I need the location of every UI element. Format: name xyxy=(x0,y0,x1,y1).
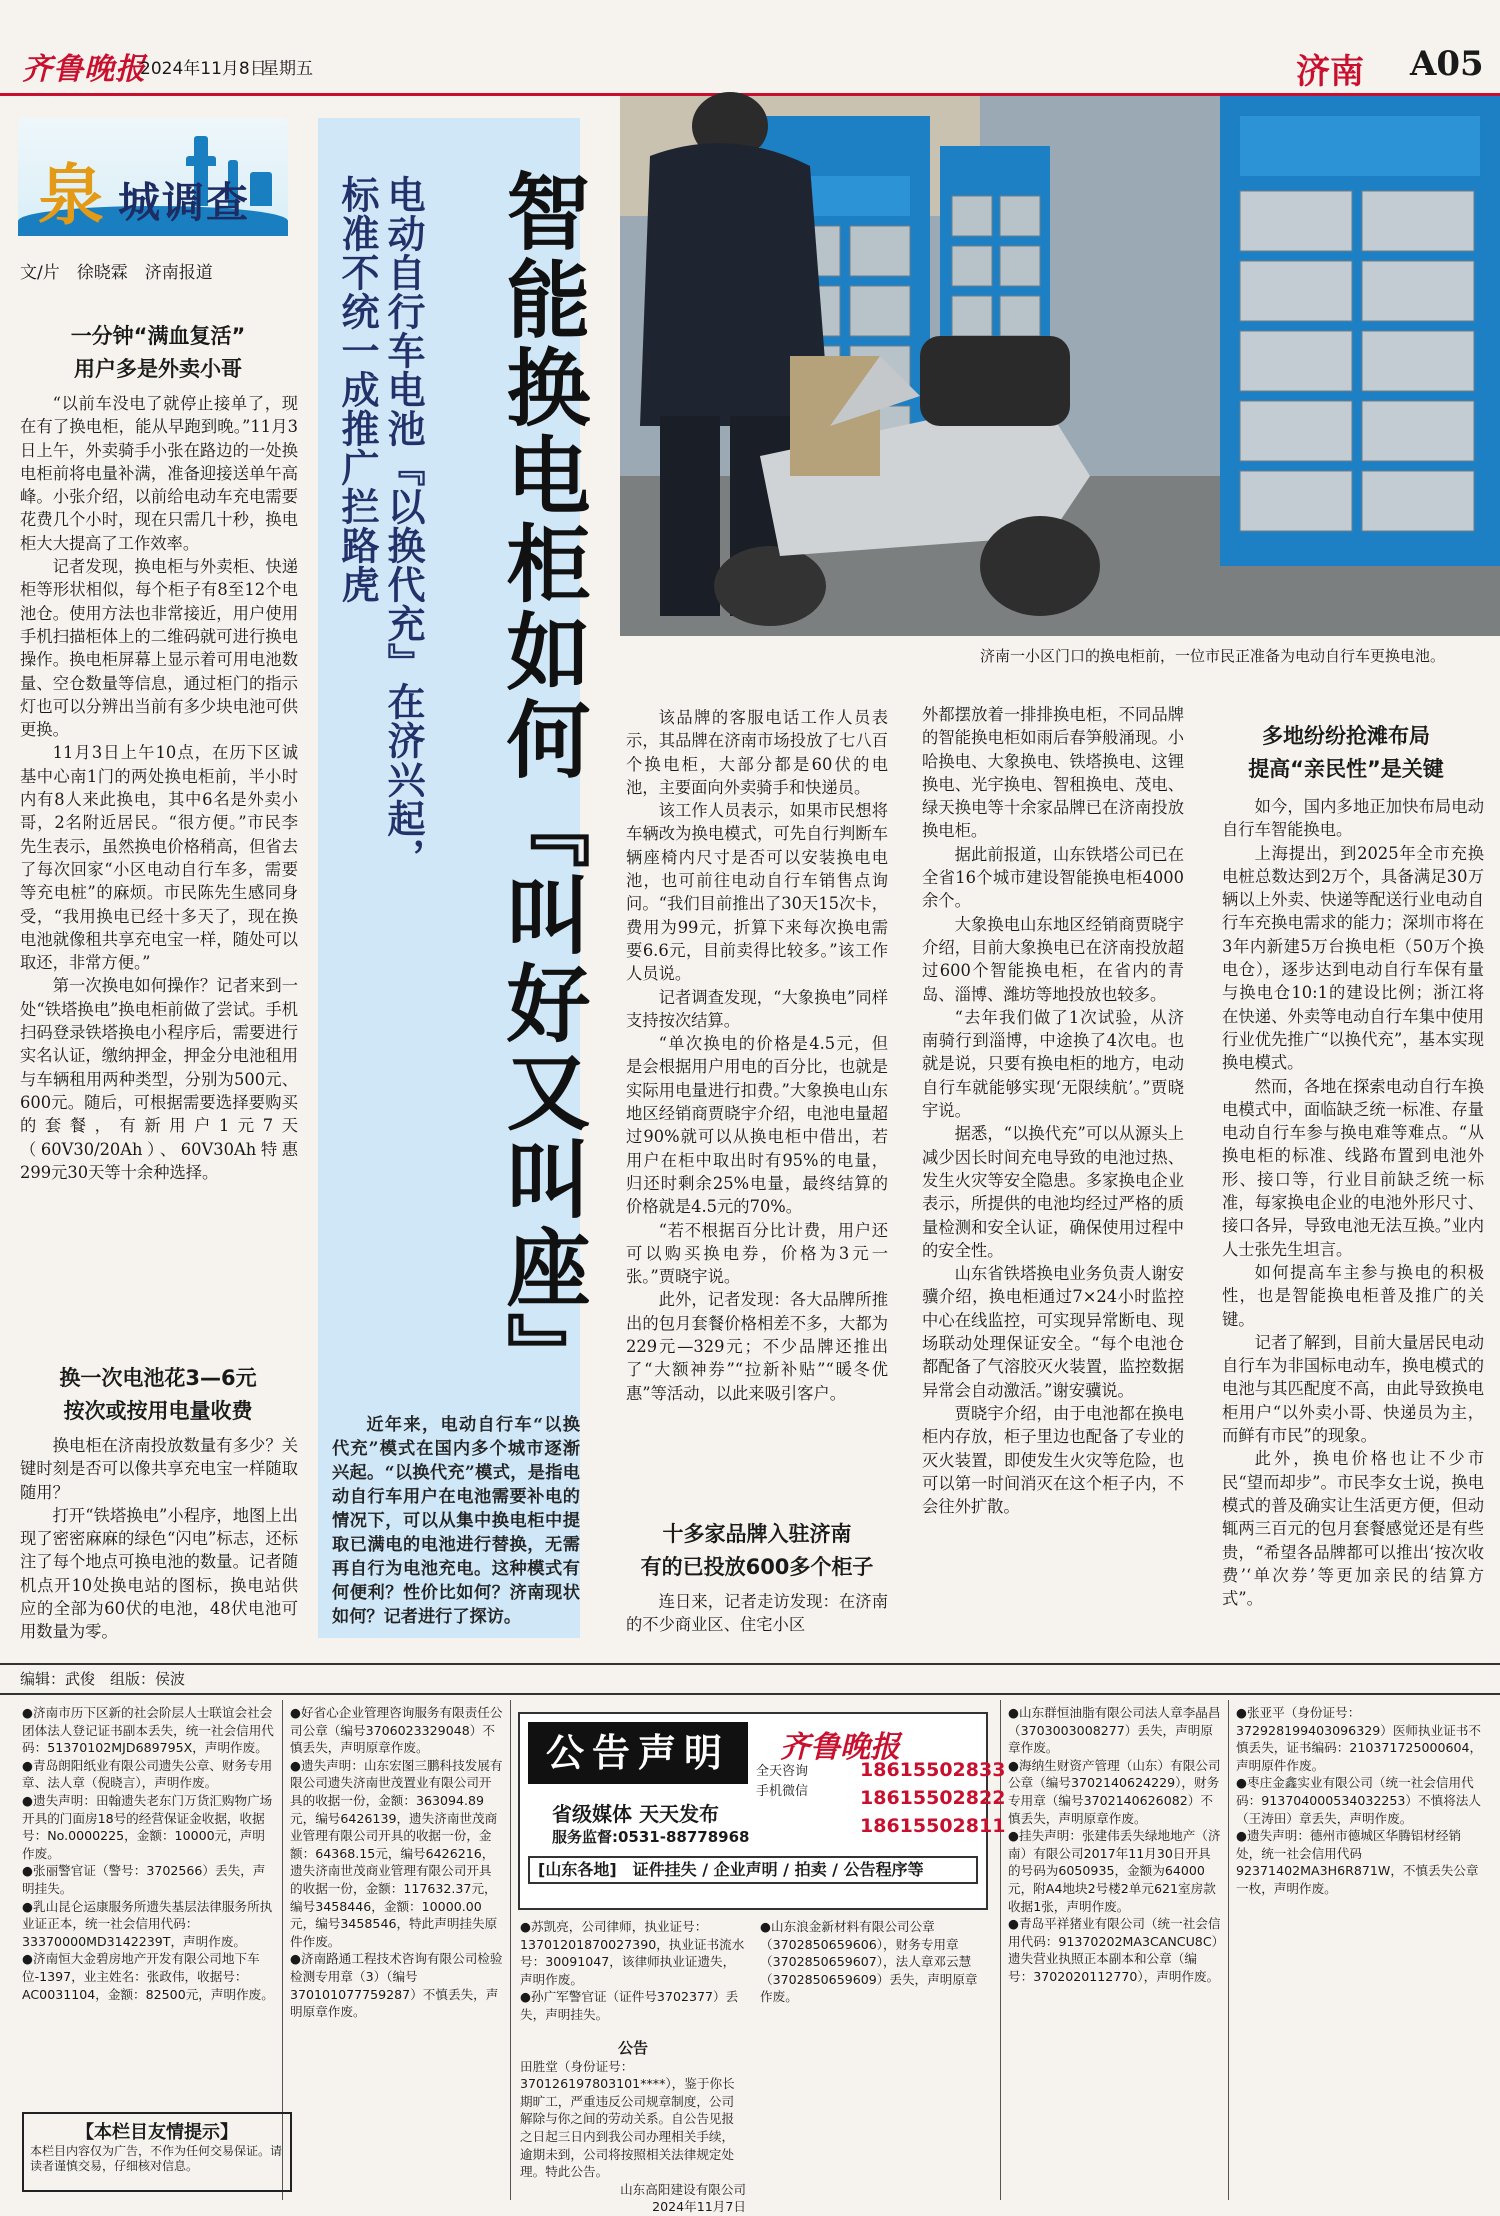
classified-ad: ●好省心企业管理咨询服务有限责任公司公章（编号3706023329048）不慎丢失，声明原章作废。 xyxy=(290,1705,503,1756)
classified-ad: ●山东群恒油脂有限公司法人章李晶昌（3703003008277）丢失，声明原章作废。 xyxy=(1008,1705,1221,1756)
classified-ad: ●青岛平祥猪业有限公司（统一社会信用代码：91370202MA3CANCU8C）遗失营业执照正本副本和公章（编号：3702020112770），声明作废。 xyxy=(1008,1916,1221,1984)
intro-paragraph: 近年来，电动自行车“以换代充”模式在国内多个城市逐渐兴起。“以换代充”模式，是指电动自行车用户在电池需要补电的情况下，可以从集中换电柜中提取已满电的电池进行替换，无需再自行为电池充电。这种模式有何便利？性价比如何？济南现状如何？记者进行了探访。 xyxy=(332,1415,580,1627)
paragraph: 大象换电山东地区经销商贾晓宇介绍，目前大象换电已在济南投放超过600个智能换电柜，在省内的青岛、淄博、潍坊等地投放也较多。 xyxy=(922,914,1184,1004)
subhead-line: 一分钟“满血复活” xyxy=(70,324,246,348)
classified-ad: ●张亚平（身份证号：372928199403096329）医师执业证书不慎丢失，证书编码：210371725000604，声明原件作废。 xyxy=(1236,1705,1483,1773)
phone-label: 手机微信 xyxy=(756,1784,809,1799)
subhead-line: 用户多是外卖小哥 xyxy=(74,357,242,381)
classified-ad: ●青岛朗阳纸业有限公司遗失公章、财务专用章、法人章（倪晓言），声明作废。 xyxy=(22,1757,273,1791)
paragraph: 打开“铁塔换电”小程序，地图上出现了密密麻麻的绿色“闪电”标志，还标注了每个地点可换电池的数量。记者随机点开10处换电站的图标，换电站供应的全部为60伏的电池，48伏电池可用数量为零。 xyxy=(20,1505,298,1642)
notice-title: 公告 xyxy=(617,2039,648,2057)
article-column-2b xyxy=(626,1590,888,1656)
subhead-4 xyxy=(1206,720,1486,786)
classified-ads-col-2 xyxy=(290,1704,504,2194)
page-number: A05 xyxy=(1410,44,1484,84)
notice-text: 田胜堂（身份证号：370126197803101****），鉴于你长期旷工，严重违反公司规章制度，公司解除与你之间的劳动关系。自公告见报之日起三日内到我公司办理相关手续，逾期未到，公司将按照相关法律规定处理。特此公告。 xyxy=(520,2058,735,2180)
classified-ads-col-4 xyxy=(1008,1704,1222,2194)
paragraph: 如今，国内多地正加快布局电动自行车智能换电。 xyxy=(1222,797,1484,840)
subhead-3 xyxy=(620,1518,894,1584)
editor-credits: 编辑：武俊 组版：侯波 xyxy=(20,1670,186,1688)
subhead-line: 有的已投放600多个柜子 xyxy=(640,1555,874,1579)
deck-headline: 电动自行车电池『以换代充』在济兴起，标准不统一成推广拦路虎 xyxy=(335,175,426,877)
newspaper-logo: 齐鲁晚报 xyxy=(22,52,146,87)
paragraph: 如何提高车主参与换电的积极性，也是智能换电柜普及推广的关键。 xyxy=(1222,1262,1484,1329)
classified-ad: ●山东浪金新材料有限公司公章（3702850659606），财务专用章（3702850659607），法人章邓云慧（3702850659609）丢失，声明原章作废。 xyxy=(760,1919,978,2005)
phone-number: 18615502822 xyxy=(860,1787,1006,1809)
classified-ad: ●济南市历下区新的社会阶层人士联谊会社会团体法人登记证书副本丢失，统一社会信用代码：51370102MJD689795X，声明作废。 xyxy=(22,1705,274,1756)
classified-ads-col-3 xyxy=(760,1918,990,2038)
paragraph: 该工作人员表示，如果市民想将车辆改为换电模式，可先自行判断车辆座椅内尺寸是否可以安装换电电池，也可前往电动自行车销售点询问。“我们目前推出了30天15次卡，费用为99元，折算下来每次换电需要6.6元，目前卖得比较多。”该工作人员说。 xyxy=(626,801,888,984)
paragraph: 据悉，“以换代充”可以从源头上减少因长时间充电导致的电池过热、发生火灾等安全隐患。多家换电企业表示，所提供的电池均经过严格的质量检测和安全认证，确保使用过程中的安全性。 xyxy=(922,1124,1184,1260)
paragraph: 记者发现，换电柜与外卖柜、快递柜等形状相似，每个柜子有8至12个电池仓。使用方法也非常接近，用户使用手机扫描柜体上的二维码就可进行换电操作。换电柜屏幕上显示着可用电池数量、空仓数量等信息，通过柜门的指示灯也可以分辨出当前有多少块电池可供更换。 xyxy=(20,557,298,740)
classified-ad: ●枣庄金鑫实业有限公司（统一社会信用代码：913704000534032253）不慎将法人（王涛田）章丢失，声明作废。 xyxy=(1236,1775,1481,1826)
article-column-2 xyxy=(626,706,888,1526)
issue-weekday: 星期五 xyxy=(262,59,313,79)
paragraph: 山东省铁塔换电业务负责人谢安骥介绍，换电柜通过7×24小时监控中心在线监控，可实现异常断电、现场联动处理保证安全。“每个电池仓都配备了气溶胶灭火装置，监控数据异常会自动激活。”谢安骥说。 xyxy=(922,1264,1184,1400)
divider xyxy=(0,1693,1500,1695)
article-column-3 xyxy=(922,703,1184,1658)
column-badge xyxy=(18,118,288,236)
phone-label: 全天咨询 xyxy=(756,1764,809,1779)
classified-ad: ●乳山昆仑运康服务所遗失基层法律服务所执业证正本，统一社会信用代码：33370000MD3142239T，声明作废。 xyxy=(22,1898,273,1949)
badge-char: 泉 xyxy=(38,156,104,234)
main-headline: 智能换电柜如何『叫好又叫座』 xyxy=(493,168,592,1400)
paragraph: 此外，换电价格也让不少市民“望而却步”。市民李女士说，换电模式的普及确实让生活更方便，但动辄两三百元的包月套餐感觉还是有些贵，“希望各品牌都可以推出‘按次收费’‘单次券’等更加亲民的结算方式”。 xyxy=(1222,1449,1484,1609)
paragraph: 上海提出，到2025年全市充换电桩总数达到2万个，具备满足30万辆以上外卖、快递等配送行业电动自行车充换电需求的能力；深圳市将在3年内新建5万台换电柜（50万个换电仓），逐步达到电动自行车保有量与换电仓10:1的建设比例；浙江将在快递、外卖等电动自行车集中使用行业优先推广“以换代充”，基本实现换电模式。 xyxy=(1222,843,1484,1073)
paragraph: “单次换电的价格是4.5元，但是会根据用户用电的百分比，也就是实际用电量进行扣费。”大象换电山东地区经销商贾晓宇介绍，电池电量超过90%就可以从换电柜中借出，若用户在柜中取出时有95%的电量，归还时剩余25%电量，最终结算的价格就是4.5元的70%。 xyxy=(626,1034,888,1217)
classified-ad: ●济南恒大金碧房地产开发有限公司地下车位-1397，业主姓名：张政伟，收据号：AC0031104，金额：82500元，声明作废。 xyxy=(22,1951,274,2002)
classified-ad: ●海纳生财资产管理（山东）有限公司公章（编号3702140624229），财务专用章（编号3702140626082）不慎丢失，声明原章作废。 xyxy=(1008,1757,1221,1826)
notice-org: 山东高阳建设有限公司 xyxy=(620,2181,746,2197)
badge-title: 城调查 xyxy=(118,178,251,227)
divider xyxy=(0,1663,1500,1665)
notice-ad-hotline: 服务监督:0531-88778968 xyxy=(552,1828,750,1846)
news-photo xyxy=(620,96,1500,636)
tip-title: 【本栏目友情提示】 xyxy=(76,2122,238,2143)
classified-ads-col-1 xyxy=(22,1704,276,2104)
paragraph: 第一次换电如何操作？记者来到一处“铁塔换电”换电柜前做了尝试。手机扫码登录铁塔换电小程序后，需要进行实名认证，缴纳押金，押金分电池租用与车辆租用两种类型，分别为500元、600元。随后，可根据需要选择要购买的套餐，有新用户1元7天（60V30/20Ah）、60V30Ah特惠299元30天等十余种选择。 xyxy=(20,976,298,1182)
byline: 文/片 徐晓霖 济南报道 xyxy=(20,263,213,283)
notice-ad-services: [山东各地] 证件挂失 / 企业声明 / 拍卖 / 公告程序等 xyxy=(528,1856,978,1884)
paragraph: 此外，记者发现：各大品牌所推出的包月套餐价格相差不多，大都为229元—329元；不少品牌还推出了“大额神券”“拉新补贴”“暖冬优惠”等活动，以此来吸引客户。 xyxy=(626,1290,888,1403)
masthead xyxy=(0,0,1500,100)
subhead-line: 提高“亲民性”是关键 xyxy=(1248,757,1444,781)
building-icon xyxy=(250,172,272,206)
subhead-1 xyxy=(18,320,298,386)
subhead-line: 十多家品牌入驻济南 xyxy=(662,1522,852,1546)
phone-number: 18615502833 xyxy=(860,1759,1006,1781)
classified-ad: ●张丽警官证（警号：3702566）丢失，声明挂失。 xyxy=(22,1863,266,1896)
paragraph: 然而，各地在探索电动自行车换电模式中，面临缺乏统一标准、存量电动自行车参与换电难等难点。“从换电柜的标准、线路布置到电池外形、接口等，行业目前缺乏统一标准，每家换电企业的电池外形尺寸、接口各异，导致电池无法互换。”业内人士张先生坦言。 xyxy=(1222,1076,1484,1259)
paragraph: 记者调查发现，“大象换电”同样支持按次结算。 xyxy=(626,987,888,1030)
notice-ad-slogan: 省级媒体 天天发布 xyxy=(552,1802,719,1826)
article-column-1 xyxy=(20,392,298,1352)
pagoda-roof-icon xyxy=(186,156,216,166)
paragraph: 贾晓宇介绍，由于电池都在换电柜内存放，柜子里边也配备了专业的灭火装置，即使发生火灾等危险，也可以第一时间消灭在这个柜子内，不会往外扩散。 xyxy=(922,1403,1184,1517)
paragraph: “若不根据百分比计费，用户还可以购买换电券，价格为3元一张。”贾晓宇说。 xyxy=(626,1220,888,1287)
paragraph: 据此前报道，山东铁塔公司已在全省16个城市建设智能换电柜4000余个。 xyxy=(922,844,1184,911)
issue-date: 2024年11月8日 xyxy=(140,59,267,79)
notice-date: 2024年11月7日 xyxy=(652,2199,746,2215)
battery-cabinet-photo xyxy=(620,96,1500,636)
paragraph: 该品牌的客服电话工作人员表示，其品牌在济南市场投放了七八百个换电柜，大部分都是60伏的电池，主要面向外卖骑手和快递员。 xyxy=(626,708,888,797)
paragraph: 11月3日上午10点，在历下区诚基中心南1门的两处换电柜前，半小时内有8人来此换电，其中6名是外卖小哥，2名附近居民。“很方便。”市民李先生表示，虽然换电价格稍高，但省去了每次回家“小区电动自行车多，需要等充电桩”的麻烦。市民陈先生感同身受，“我用换电已经十多天了，现在换电池就像租共享充电宝一样，随处可以取还，非常方便。” xyxy=(20,743,298,973)
article-column-4 xyxy=(1222,795,1484,1657)
subhead-line: 换一次电池花3—6元 xyxy=(59,1366,257,1390)
paragraph: “去年我们做了1次试验，从济南骑行到淄博，中途换了4次电。也就是说，只要有换电柜的地方，电动自行车就能够实现‘无限续航’。”贾晓宇说。 xyxy=(922,1007,1184,1121)
divider xyxy=(510,1700,511,2200)
paragraph: 连日来，记者走访发现：在济南的不少商业区、住宅小区 xyxy=(626,1592,888,1635)
paragraph: 换电柜在济南投放数量有多少？关键时刻是否可以像共享充电宝一样随取随用？ xyxy=(20,1436,298,1502)
tip-text: 本栏目内容仅为广告，不作为任何交易保证。请读者谨慎交易，仔细核对信息。 xyxy=(30,2144,283,2173)
phone-list xyxy=(860,1756,1005,1840)
notice-ad-logo: 齐鲁晚报 xyxy=(780,1730,900,1765)
subhead-line: 多地纷纷抢滩布局 xyxy=(1262,724,1430,748)
classified-ad: ●苏凯亮，公司律师，执业证号：13701201870027390，执业证书流水号：30091047，该律师执业证遗失，声明作废。 xyxy=(520,1919,745,1987)
classified-ad: ●济南路通工程技术咨询有限公司检验检测专用章（3）（编号370101077759287）不慎丢失，声明原章作废。 xyxy=(290,1951,503,2020)
paragraph: 外都摆放着一排排换电柜，不同品牌的智能换电柜如雨后春笋般涌现。小哈换电、大象换电、铁塔换电、这锂换电、光宇换电、智租换电、茂电、绿天换电等十余家品牌已在济南投放换电柜。 xyxy=(922,705,1184,841)
subhead-2 xyxy=(18,1362,298,1428)
notice-block xyxy=(520,2039,746,2215)
classified-ad: ●遗失声明：田翰遗失老东门万货汇购物广场开具的门面房18号的经营保证金收据，收据号：No.0000225，金额：10000元，声明作废。 xyxy=(22,1792,273,1861)
divider xyxy=(1228,1700,1229,2200)
classified-ad: ●挂失声明：张建伟丢失绿地地产（济南）有限公司2017年11月30日开具的号码为6050935，金额为64000元，附A4地块2号楼2单元621室房款收据1张，声明作废。 xyxy=(1008,1828,1221,1914)
paragraph: “以前车没电了就停止接单了，现在有了换电柜，能从早跑到晚。”11月3日上午，外卖骑手小张在路边的一处换电柜前将电量补满，准备迎接送单午高峰。小张介绍，以前给电动车充电需要花费几个小时，现在只需几十秒，换电柜大大提高了工作效率。 xyxy=(20,394,298,553)
subhead-line: 按次或按用电量收费 xyxy=(63,1399,253,1423)
section-name: 济南 xyxy=(1296,52,1364,92)
classified-ad: ●遗失声明：山东宏图三鹏科技发展有限公司遗失济南世茂置业有限公司开具的收据一份，金额：363094.89元，编号6426139，遗失济南世茂商业管理有限公司开具的收据一份，金额：64368.15元，编号6426216，遗失济南世茂商业管理有限公司开具的收据一份，金额：117632.37元，编号3458446，金额：10000.00元，编号3458546，特此声明挂失原件作废。 xyxy=(290,1757,503,1949)
classified-ad: ●遗失声明：德州市德城区华腾铝材经销处，统一社会信用代码92371402MA3H6R871W，不慎丢失公章一枚，声明作废。 xyxy=(1236,1828,1479,1896)
classified-ad: ●孙广军警官证（证件号3702377）丢失，声明挂失。 xyxy=(520,1989,739,2022)
article-column-1b xyxy=(20,1434,298,1656)
notice-ad-title: 公告声明 xyxy=(528,1722,748,1784)
photo-caption: 济南一小区门口的换电柜前，一位市民正准备为电动自行车更换电池。 xyxy=(980,647,1446,665)
classified-ads-col-5 xyxy=(1236,1704,1486,2194)
paragraph: 记者了解到，目前大量居民电动自行车为非国标电动车，换电模式的电池与其匹配度不高，由此导致换电柜用户“以外卖小哥、快递员为主，而鲜有市民”的现象。 xyxy=(1222,1332,1484,1446)
phone-labels xyxy=(756,1762,808,1802)
phone-number: 18615502811 xyxy=(860,1815,1006,1837)
